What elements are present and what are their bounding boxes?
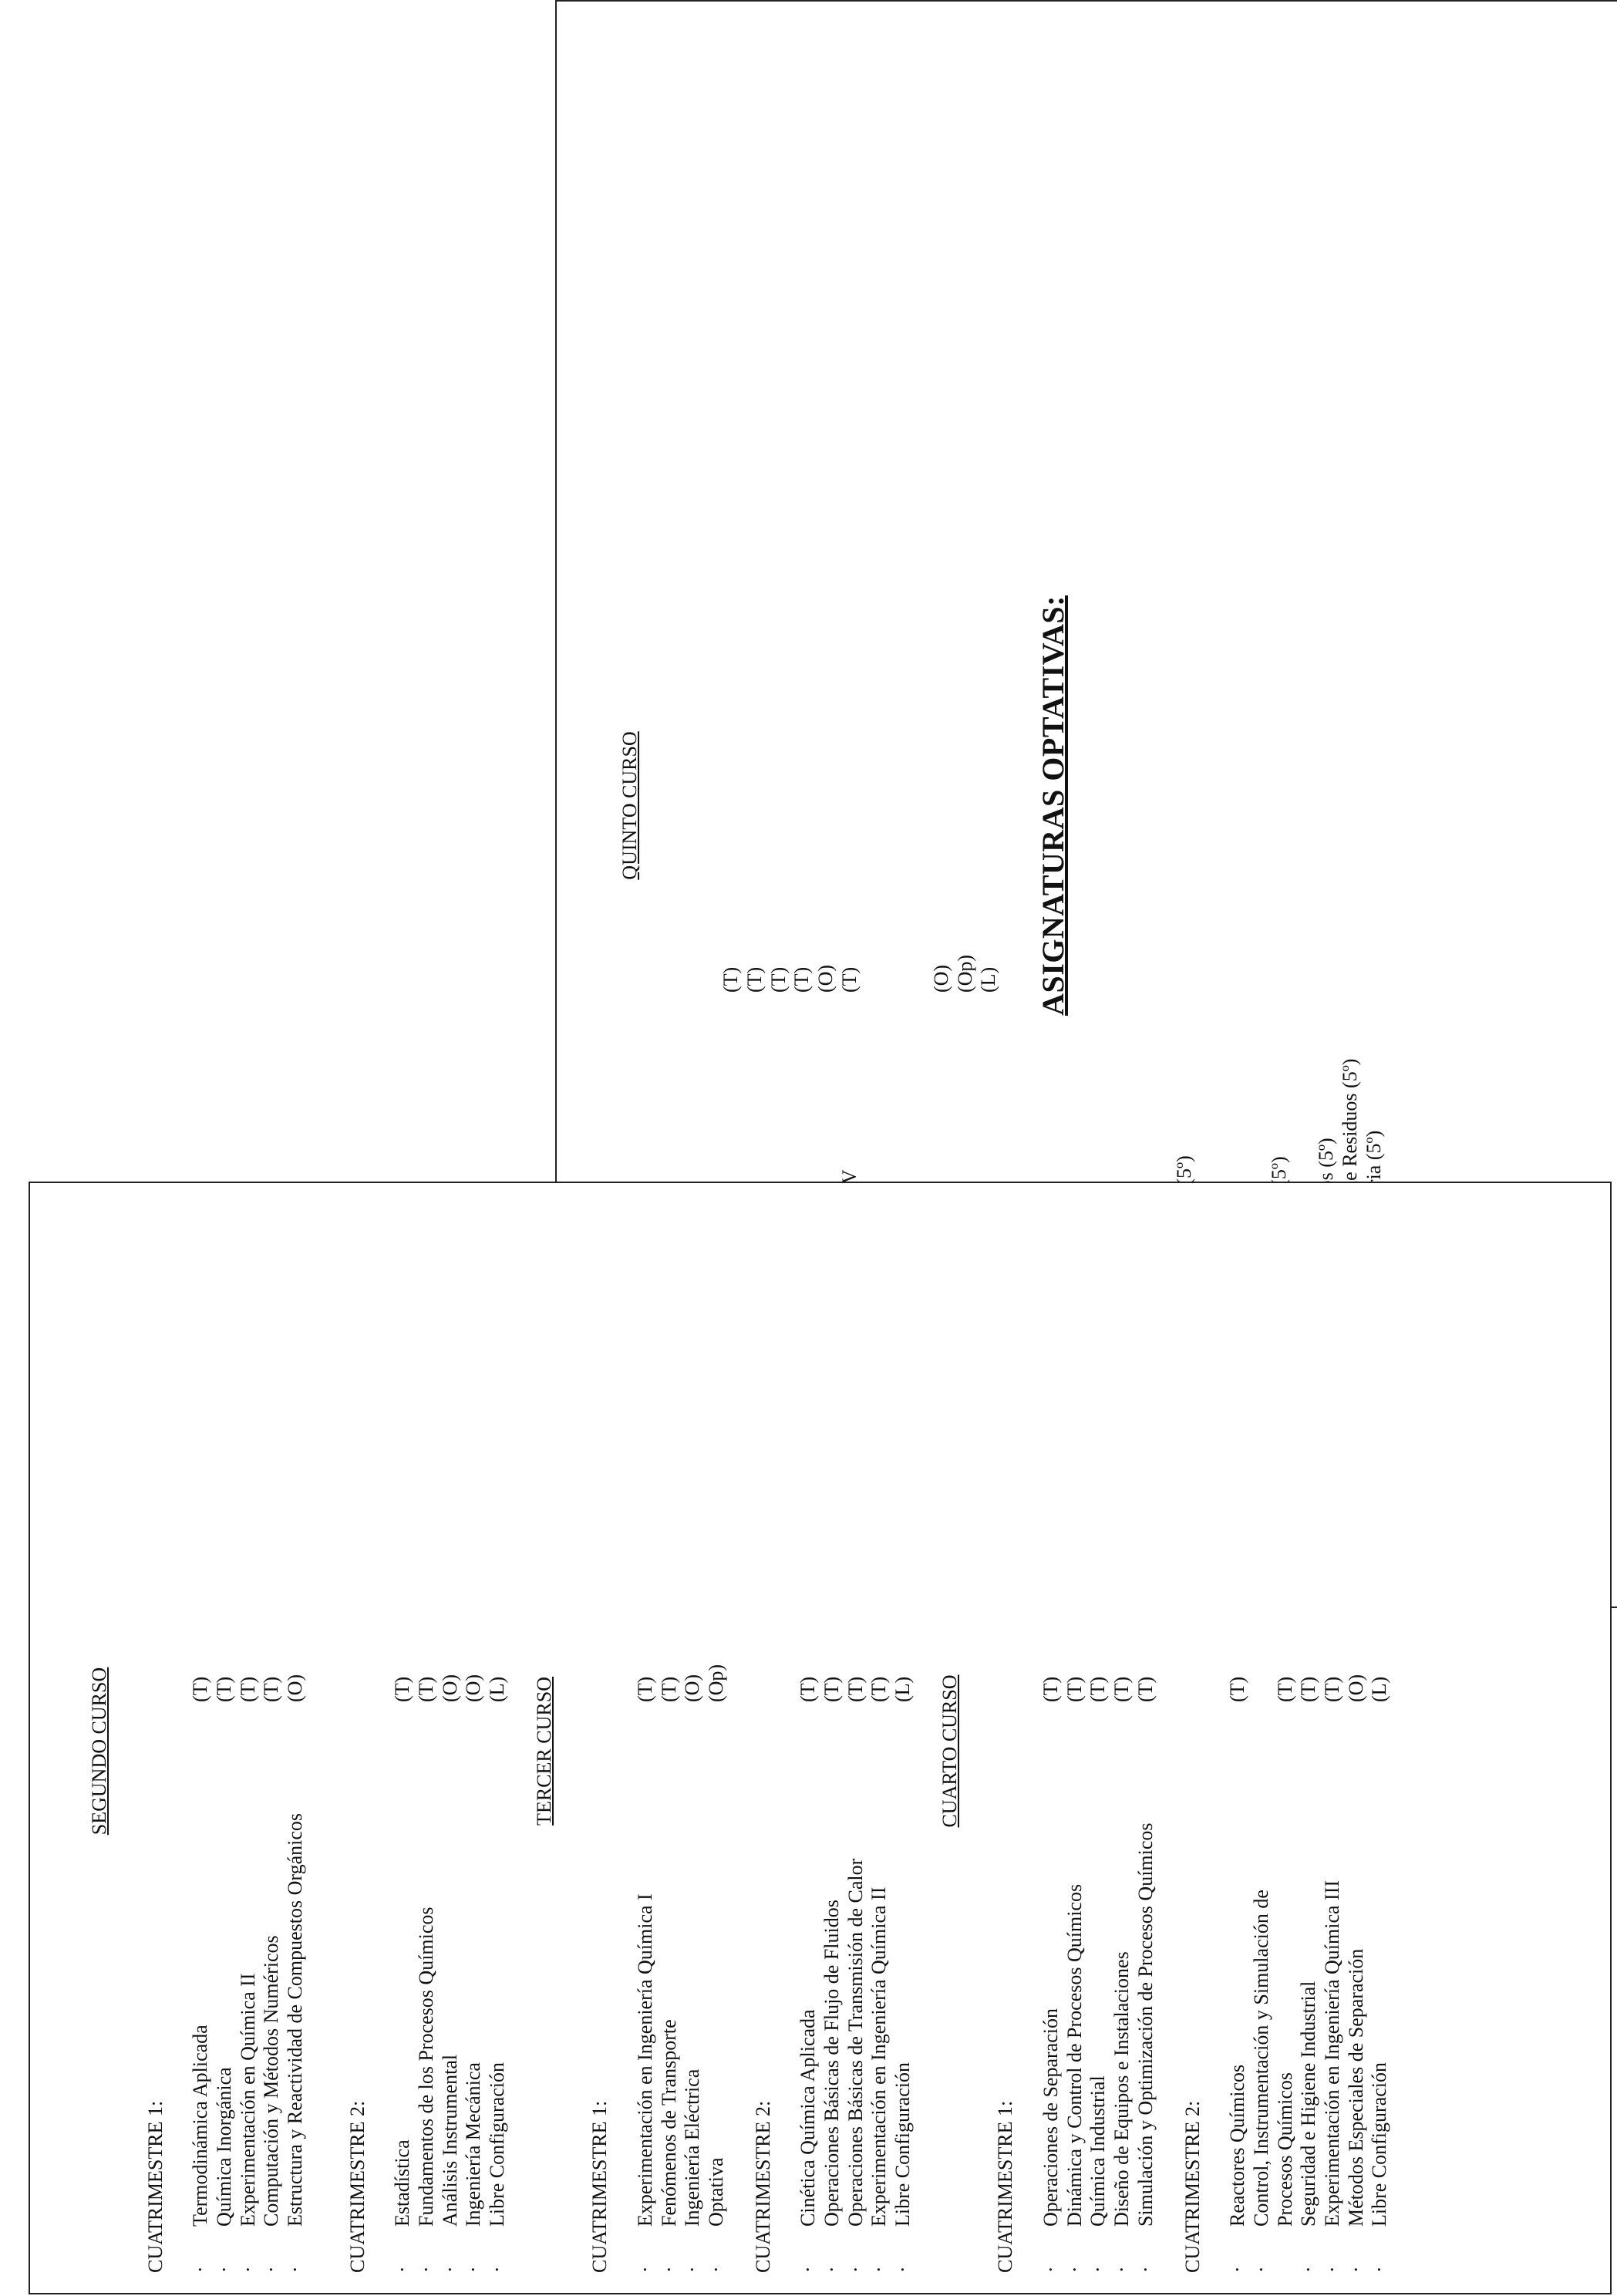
subject-name: Computación y Métodos Numéricos	[260, 1935, 283, 2227]
list-item	[1086, 1229, 1110, 2273]
list-item	[237, 1229, 261, 2273]
bullet: ·	[891, 2266, 915, 2273]
list-item	[891, 1229, 915, 2273]
subject-name: Reactores Químicos	[1226, 2064, 1249, 2227]
bullet: ·	[486, 2266, 509, 2273]
subject-type: (T)	[719, 966, 743, 993]
subject-type: (T)	[391, 1676, 414, 1702]
bullet: ·	[391, 2266, 414, 2273]
subject-type: (T)	[867, 1676, 891, 1702]
subject-name: Termodinámica Aplicada	[189, 2025, 212, 2227]
list-item	[844, 1229, 868, 2273]
subject-type: (O)	[814, 964, 837, 993]
subject-type: (T)	[837, 966, 861, 993]
bullet: ·	[820, 2266, 844, 2273]
subject-type: (O)	[284, 1674, 307, 1702]
subject-name: Experimentación en Química II	[236, 1973, 259, 2227]
bullet: ·	[1297, 2266, 1320, 2273]
subject-name: Libre Configuración	[486, 2062, 509, 2227]
list-item	[284, 1229, 308, 2273]
subject-type: (T)	[634, 1676, 657, 1702]
cuatrimestre-label: CUATRIMESTRE 2:	[345, 2100, 369, 2273]
bullet: ·	[236, 2266, 259, 2273]
subject-name: Química Inorgánica	[213, 2067, 236, 2227]
subject-name: Libre Configuración	[891, 2062, 915, 2227]
list-item	[1297, 1229, 1321, 2273]
bullet: ·	[1368, 2266, 1391, 2273]
list-item	[867, 1229, 891, 2273]
subject-name: Experimentación en Ingeniería Química I	[634, 1893, 657, 2227]
bullet: ·	[284, 2266, 307, 2273]
list-item	[213, 1229, 237, 2273]
list-item	[1134, 1229, 1158, 2273]
bullet: ·	[1063, 2266, 1086, 2273]
subject-type: (T)	[657, 1676, 680, 1702]
subject-list-segundo-c2	[391, 1229, 509, 2273]
subject-list-cuarto-c1	[1039, 1229, 1157, 2273]
bullet: ·	[438, 2266, 461, 2273]
subject-type: (T)	[1063, 1676, 1086, 1702]
course-title-tercer: TERCER CURSO	[532, 1677, 555, 1826]
list-item	[260, 1229, 284, 2273]
course-title-quinto: QUINTO CURSO	[618, 731, 641, 880]
subject-name: Procesos Químicos	[1273, 2072, 1296, 2227]
subject-type: (O)	[681, 1674, 704, 1702]
subject-name: Estadística	[391, 2139, 414, 2227]
subject-type: (L)	[1368, 1676, 1391, 1702]
list-item	[1345, 1229, 1369, 2273]
subject-name: Operaciones de Separación	[1039, 2008, 1063, 2227]
subject-name: Ingeniería Eléctrica	[681, 2068, 704, 2227]
rotated-content-bottom	[30, 1183, 1613, 2296]
list-item	[1063, 1229, 1087, 2273]
list-item	[189, 1229, 213, 2273]
optativas-title: ASIGNATURAS OPTATIVAS:	[1036, 595, 1071, 1016]
page-panel-bottom	[29, 1182, 1612, 2294]
subject-type: (L)	[977, 966, 1000, 993]
subject-list-segundo-c1	[189, 1229, 307, 2273]
subject-type: (O)	[1344, 1674, 1367, 1702]
subject-name: Control, Instrumentación y Simulación de	[1249, 1890, 1272, 2227]
subject-type: (T)	[213, 1676, 236, 1702]
subject-name: Cinética Química Aplicada	[797, 2009, 820, 2227]
cuatrimestre-label: CUATRIMESTRE 1:	[994, 2100, 1017, 2273]
subject-type: (T)	[743, 966, 766, 993]
bullet: ·	[260, 2266, 283, 2273]
list-item	[1039, 1229, 1063, 2273]
bullet: ·	[462, 2266, 485, 2273]
subject-name: Ingeniería Mecánica	[462, 2062, 485, 2227]
bullet: ·	[1039, 2266, 1063, 2273]
bullet: ·	[681, 2266, 704, 2273]
list-item	[797, 1229, 820, 2273]
bullet: ·	[634, 2266, 657, 2273]
bullet: ·	[189, 2266, 212, 2273]
bullet: ·	[1086, 2266, 1110, 2273]
subject-type: (T)	[820, 1676, 844, 1702]
subject-name: Operaciones Básicas de Transmisión de Calor	[844, 1858, 867, 2227]
list-item	[462, 1229, 486, 2273]
cuatrimestre-label: CUATRIMESTRE 1:	[588, 2100, 611, 2273]
subject-type: (O)	[462, 1674, 485, 1702]
subject-name: Libre Configuración	[1368, 2062, 1391, 2227]
bullet: ·	[657, 2266, 680, 2273]
subject-type: (T)	[1110, 1676, 1134, 1702]
bullet: ·	[1344, 2266, 1367, 2273]
subject-name: Seguridad e Higiene Industrial	[1297, 1981, 1320, 2227]
subject-type: (T)	[236, 1676, 259, 1702]
subject-name: Dinámica y Control de Procesos Químicos	[1063, 1883, 1086, 2227]
subject-name: Diseño de Equipos e Instalaciones	[1110, 1951, 1134, 2227]
cuatrimestre-label: CUATRIMESTRE 1:	[143, 2100, 167, 2273]
bullet: ·	[844, 2266, 867, 2273]
subject-name: Fundamentos de los Procesos Químicos	[415, 1907, 438, 2227]
subject-type: (O)	[930, 964, 953, 993]
subject-type: (T)	[415, 1676, 438, 1702]
bullet: ·	[1110, 2266, 1134, 2273]
subject-type: (T)	[790, 966, 814, 993]
bullet: ·	[867, 2266, 891, 2273]
list-item	[634, 1229, 658, 2273]
subject-type: (Op)	[953, 954, 976, 993]
subject-type: (L)	[891, 1676, 915, 1702]
bullet: ·	[1134, 2266, 1157, 2273]
bullet: ·	[797, 2266, 820, 2273]
bullet: ·	[1226, 2266, 1249, 2273]
subject-type: (T)	[766, 966, 790, 993]
list-item	[705, 1229, 729, 2273]
subject-type: (T)	[1134, 1676, 1157, 1702]
subject-name: Métodos Especiales de Separación	[1344, 1948, 1367, 2227]
list-item	[415, 1229, 439, 2273]
list-item	[681, 1229, 705, 2273]
list-item	[486, 1229, 510, 2273]
bullet: ·	[415, 2266, 438, 2273]
list-item	[439, 1229, 463, 2273]
list-item	[1110, 1229, 1134, 2273]
subject-type: (Op)	[705, 1664, 728, 1702]
subject-type: (T)	[1297, 1676, 1320, 1702]
list-item	[391, 1229, 415, 2273]
subject-name: Fenómenos de Transporte	[657, 2019, 680, 2227]
course-title-cuarto: CUARTO CURSO	[938, 1674, 961, 1828]
list-item	[1274, 1229, 1298, 2273]
subject-type: (T)	[189, 1676, 212, 1702]
subject-type: (T)	[1039, 1676, 1063, 1702]
course-title-segundo: SEGUNDO CURSO	[88, 1667, 110, 1836]
subject-name: Experimentación en Ingeniería Química III	[1320, 1880, 1343, 2227]
subject-type: (T)	[1273, 1676, 1296, 1702]
cuatrimestre-label: CUATRIMESTRE 2:	[751, 2100, 774, 2273]
subject-name: Análisis Instrumental	[438, 2054, 461, 2227]
subject-list-cuarto-c2	[1226, 1229, 1392, 2273]
subject-name: Simulación y Optimización de Procesos Químicos	[1134, 1822, 1157, 2227]
subject-type: (T)	[260, 1676, 283, 1702]
subject-type: (L)	[486, 1676, 509, 1702]
cuatrimestre-label: CUATRIMESTRE 2:	[1181, 2100, 1204, 2273]
bullet: ·	[213, 2266, 236, 2273]
list-item	[820, 1229, 844, 2273]
subject-type: (T)	[1320, 1676, 1343, 1702]
subject-name: Química Industrial	[1086, 2075, 1110, 2227]
subject-list-tercer-c1	[634, 1229, 729, 2273]
subject-name: Estructura y Reactividad de Compuestos Orgánicos	[284, 1812, 307, 2227]
list-item	[1368, 1229, 1392, 2273]
subject-name: Operaciones Básicas de Flujo de Fluidos	[820, 1900, 844, 2227]
list-item	[1250, 1229, 1274, 2273]
bullet: ·	[705, 2266, 728, 2273]
subject-name: Experimentación en Ingeniería Química II	[867, 1886, 891, 2227]
subject-type: (T)	[844, 1676, 867, 1702]
subject-name: Optativa	[705, 2157, 728, 2227]
subject-type: (T)	[797, 1676, 820, 1702]
list-item	[658, 1229, 682, 2273]
subject-list-tercer-c2	[797, 1229, 915, 2273]
bullet: ·	[1320, 2266, 1343, 2273]
list-item	[1321, 1229, 1345, 2273]
subject-type: (O)	[438, 1674, 461, 1702]
list-item	[1226, 1229, 1250, 2273]
subject-type: (T)	[1086, 1676, 1110, 1702]
bullet: ·	[1249, 2266, 1272, 2273]
subject-type: (T)	[1226, 1676, 1249, 1702]
